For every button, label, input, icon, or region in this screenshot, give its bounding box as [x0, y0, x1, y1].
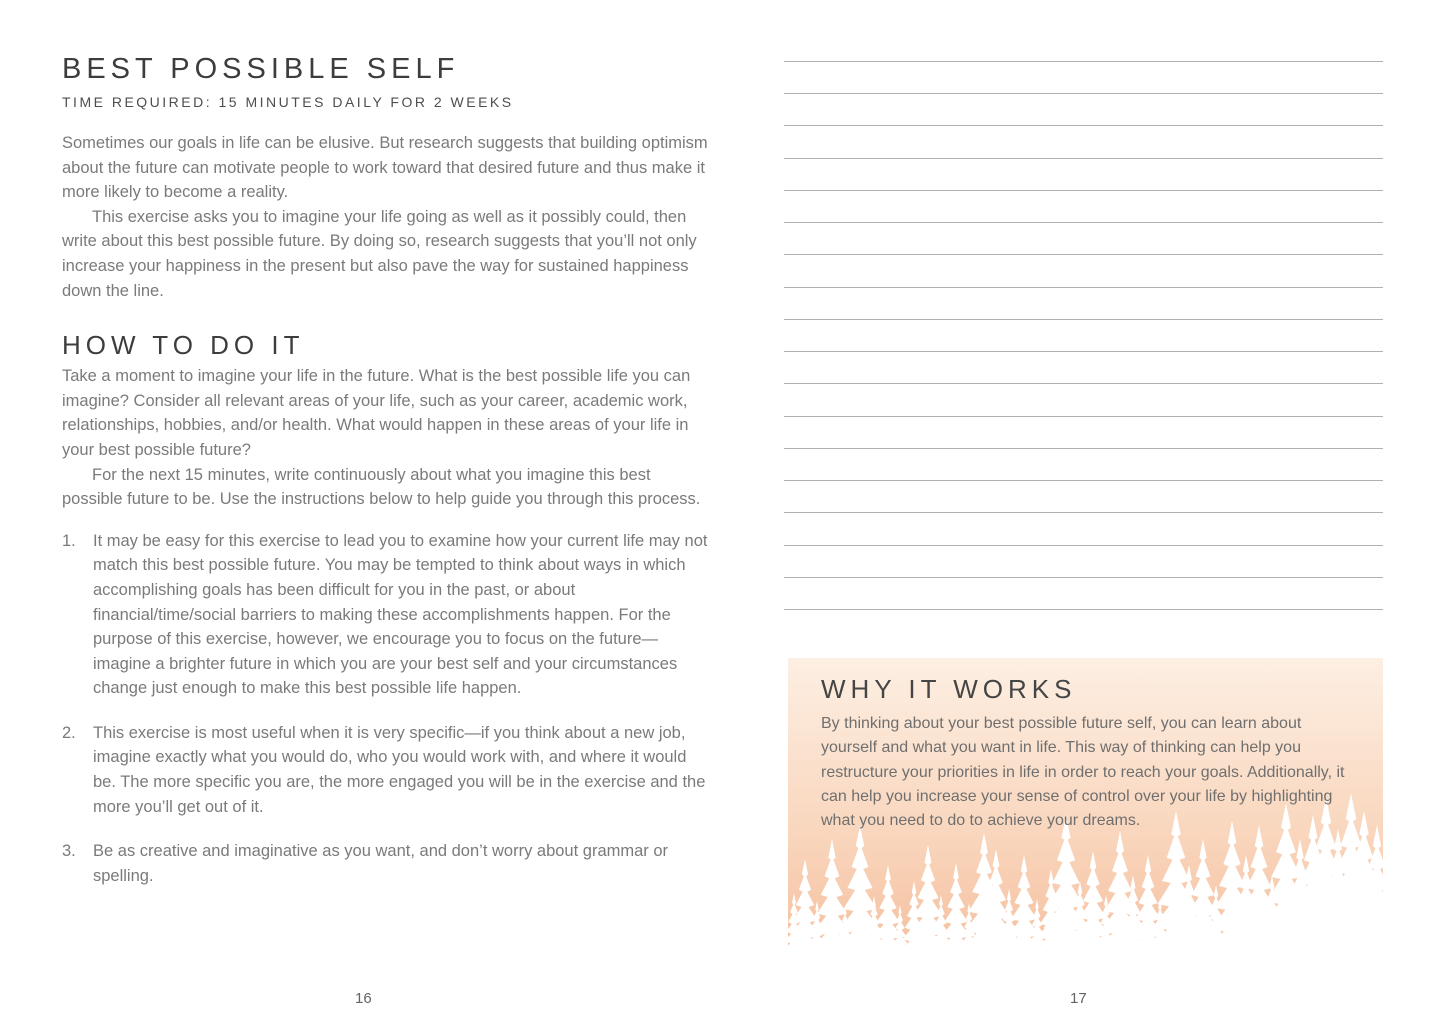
- how-paragraph: Take a moment to imagine your life in the future. What is the best possible life you can imagine? Consider all relevant areas of your life, such as your career, academic work, relationships, hobbies, and/or health. What would happen in these areas of your life in your best possible future?: [62, 367, 691, 459]
- intro-paragraph: This exercise asks you to imagine your life going as well as it possibly could, then write about this best possible future. By doing so, research suggests that you’ll not only increase your happiness in the present but also pave the way for sustained happiness down the line.: [62, 207, 697, 300]
- time-required-subtitle: TIME REQUIRED: 15 MINUTES DAILY FOR 2 WEEKS: [62, 94, 514, 110]
- ruled-line: [784, 191, 1383, 223]
- how-to-do-it-heading: HOW TO DO IT: [62, 330, 305, 361]
- ruled-line: [784, 352, 1383, 384]
- ruled-line: [784, 384, 1383, 416]
- ruled-line: [784, 546, 1383, 578]
- list-item: [62, 721, 710, 819]
- ruled-line: [784, 159, 1383, 191]
- journal-ruled-lines: [784, 30, 1383, 611]
- list-item: [62, 529, 710, 701]
- page-number-right: 17: [1070, 990, 1087, 1007]
- list-item: [62, 839, 710, 888]
- step-number: 3.: [62, 842, 76, 861]
- ruled-line: [784, 513, 1383, 545]
- step-text: Be as creative and imaginative as you want, and don’t worry about grammar or spelling.: [93, 842, 669, 885]
- why-it-works-body: By thinking about your best possible future self, you can learn about yourself and what you want in life. This way of thinking can help you restructure your priorities in life in order to reach your goals. Additionally, it can help you increase your sense of control over your life by highlighting what you need to do to achieve your dreams.: [821, 715, 1345, 830]
- page-number-left: 16: [355, 990, 372, 1007]
- ruled-line: [784, 481, 1383, 513]
- numbered-instructions-list: [62, 529, 710, 889]
- ruled-line: [784, 62, 1383, 94]
- step-text: It may be easy for this exercise to lead you to examine how your current life may not match this best possible future. You may be tempted to think about ways in which accomplishing goals has been difficult for you in the past, or about financial/time/social barriers to making these accomplishments happen. For the purpose of this exercise, however, we encourage you to focus on the future—imagine a brighter future in which you are your best self and your circumstances change just enough to make this best possible life happen.: [93, 531, 708, 698]
- page-title: BEST POSSIBLE SELF: [62, 53, 460, 85]
- ruled-line: [784, 320, 1383, 352]
- ruled-line: [784, 126, 1383, 158]
- step-number: 1.: [62, 531, 76, 550]
- ruled-line: [784, 578, 1383, 610]
- ruled-line: [784, 449, 1383, 481]
- why-it-works-box: [788, 658, 1383, 968]
- step-number: 2.: [62, 723, 76, 742]
- how-paragraph: For the next 15 minutes, write continuously about what you imagine this best possible future to be. Use the instructions below to help guide you through this process.: [62, 465, 701, 509]
- ruled-line: [784, 30, 1383, 62]
- left-page: [62, 0, 710, 888]
- step-text: This exercise is most useful when it is very specific—if you think about a new job, imagine exactly what you would do, who you would work with, and where it would be. The more specific you are, the more engaged you will be in the exercise and the more you’ll get out of it.: [93, 723, 706, 816]
- ruled-line: [784, 255, 1383, 287]
- ruled-line: [784, 223, 1383, 255]
- intro-paragraph: Sometimes our goals in life can be elusive. But research suggests that building optimism about the future can motivate people to work toward that desired future and thus make it more likely to become a reality.: [62, 134, 708, 202]
- ruled-line: [784, 288, 1383, 320]
- why-it-works-heading: WHY IT WORKS: [821, 674, 1077, 704]
- ruled-line: [784, 417, 1383, 449]
- ruled-line: [784, 94, 1383, 126]
